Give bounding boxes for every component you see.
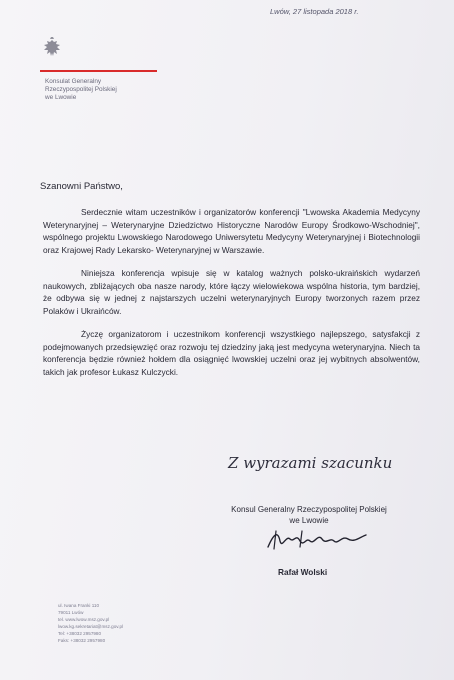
letter-body bbox=[43, 206, 420, 378]
office-header bbox=[45, 78, 117, 102]
handwritten-closing: Z wyrazami szacunku bbox=[228, 454, 393, 472]
address-line: Faks: +38032 2957980 bbox=[58, 638, 106, 643]
office-line: Rzeczypospolitej Polskiej bbox=[45, 86, 117, 93]
address-line: tel. www.lwow.msz.gov.pl bbox=[58, 617, 110, 622]
signature-title-line: we Lwowie bbox=[289, 516, 329, 525]
signature-title-line: Konsul Generalny Rzeczypospolitej Polskiej bbox=[231, 505, 387, 514]
signature-block bbox=[218, 504, 400, 526]
address-line: 79011 Lwów bbox=[58, 610, 84, 615]
paragraph: Życzę organizatorom i uczestnikom konferencji wszystkiego najlepszego, satysfakcji z podejmowanych przedsięwzięć oraz rozwoju tej dziedziny jaką jest medycyna weterynaryjna. Niech ta konferencja będzie również hołdem dla osiągnięć lwowskiej uczelni oraz jej wybitnych absolwentów, takich jak profesor Łukasz Kulczycki. bbox=[43, 329, 420, 377]
address-line: ul. Iwana Franki 110 bbox=[58, 603, 100, 608]
paragraph: Serdecznie witam uczestników i organizatorów konferencji "Lwowska Akademia Medycyny Weterynaryjnej – Weterynaryjne Dziedzictwo Historyczne Narodów Europy Środkowo-Wschodniej", wspólnego projektu Lwowskiego Narodowego Uniwersytetu Medycyny Weterynaryjnej i Biotechnologii oraz Krajowej Rady Lekarsko- Weterynaryjnej w Warszawie. bbox=[43, 207, 420, 255]
office-line: Konsulat Generalny bbox=[45, 78, 102, 85]
salutation: Szanowni Państwo, bbox=[40, 181, 123, 192]
office-line: we Lwowie bbox=[45, 94, 77, 101]
paragraph: Niniejsza konferencja wpisuje się w katalog ważnych polsko-ukraińskich wydarzeń naukowych, zbliżających oba nasze narody, które łączy wielowiekowa wspólna historia, tym bardziej, że odbywa się w jednej z najstarszych uczelni weterynaryjnych Europy tworzonych razem przez Polaków i Ukraińców. bbox=[43, 268, 420, 316]
place-date: Lwów, 27 listopada 2018 r. bbox=[270, 7, 359, 16]
handwritten-signature-mark bbox=[262, 527, 372, 553]
address-line: lwow.kg.sekretariat@msz.gov.pl bbox=[58, 624, 124, 629]
signer-name: Rafał Wolski bbox=[278, 567, 328, 577]
address-footer bbox=[58, 602, 123, 644]
polish-eagle-emblem-icon bbox=[40, 36, 64, 66]
red-divider-rule bbox=[40, 70, 157, 72]
address-line: Tel: +38032 2957980 bbox=[58, 631, 102, 636]
